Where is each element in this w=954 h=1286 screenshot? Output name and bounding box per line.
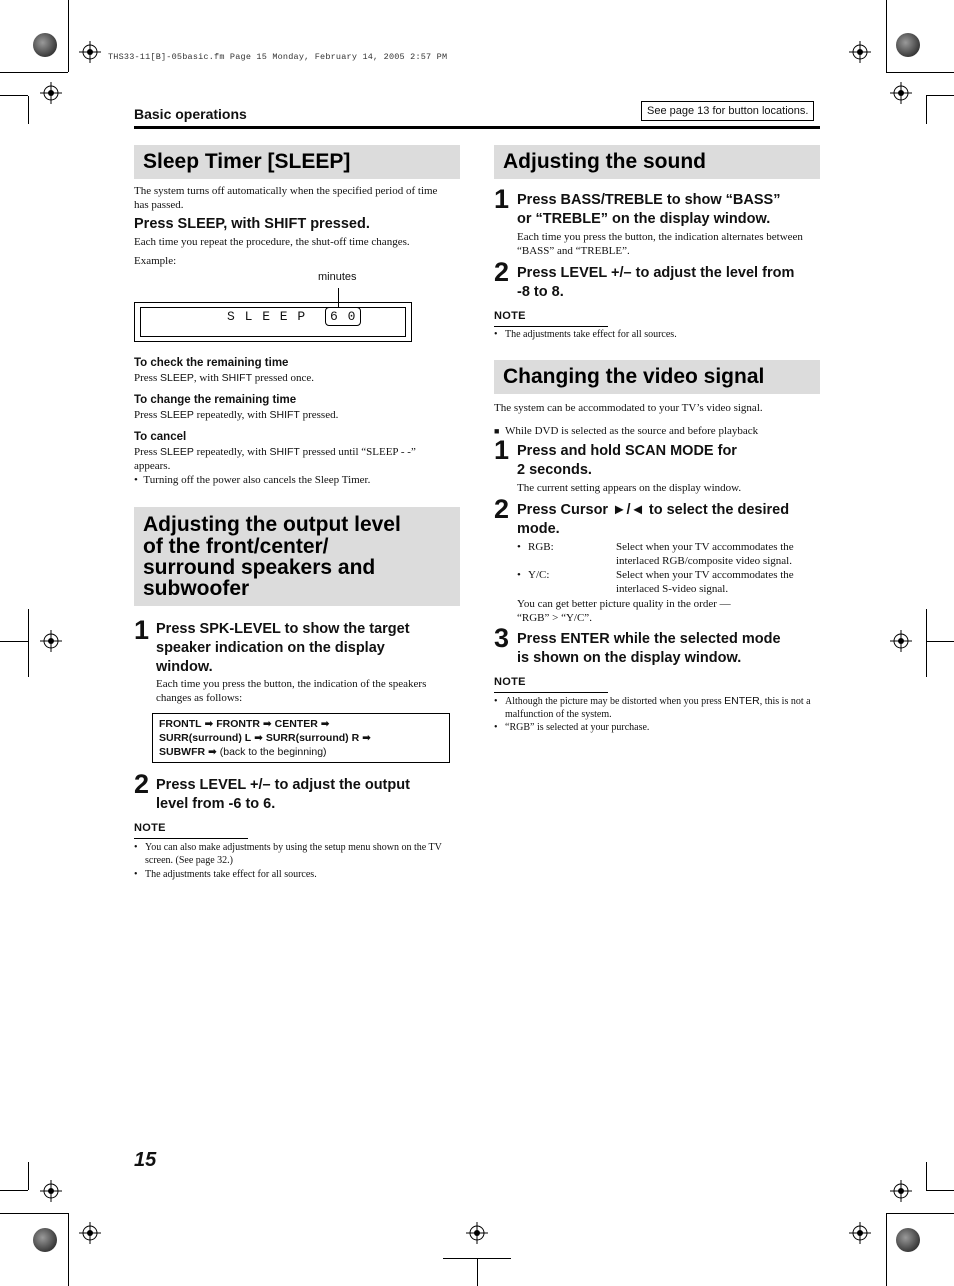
shift-key: SHIFT: [269, 409, 300, 421]
text: Press: [134, 446, 160, 458]
video-step2-line1: Press Cursor ►/◄ to select the desired: [517, 502, 790, 518]
example-label: Example:: [134, 255, 177, 267]
section-label: Basic operations: [134, 106, 247, 122]
display-value: 6 0: [325, 307, 361, 326]
option-yc-line2: interlaced S-video signal.: [616, 583, 729, 595]
seq-subwfr: SUBWFR: [159, 746, 206, 758]
check-remaining-heading: To check the remaining time: [134, 357, 289, 369]
output-note2: [134, 868, 317, 881]
crosshair-icon: [890, 82, 912, 104]
bullet: •: [517, 541, 521, 553]
video-step1-number: 1: [494, 435, 510, 465]
output-note-rule: [134, 838, 248, 839]
text: While DVD is selected as the source and before playback: [504, 425, 759, 437]
sound-step2-line1: Press LEVEL +/– to adjust the level from: [517, 265, 795, 281]
quality-line1: You can get better picture quality in the order —: [517, 598, 731, 610]
registration-ball-icon: [33, 33, 57, 57]
bullet: •: [134, 869, 138, 880]
video-step1-line1: Press and hold SCAN MODE for: [517, 443, 737, 459]
output-step1-description: Each time you press the button, the indication of the speakers changes as follows:: [156, 678, 427, 704]
sound-step1-line1: Press BASS/TREBLE to show “BASS”: [517, 192, 781, 208]
cancel-heading: To cancel: [134, 431, 187, 443]
text: The adjustments take effect for all sources.: [145, 869, 317, 880]
seq-frontr: FRONTR: [216, 718, 260, 730]
adjusting-sound-heading-band: [494, 145, 820, 179]
seq-surr-r: SURR(surround) R: [265, 732, 360, 744]
file-header: THS33-11[B]-05basic.fm Page 15 Monday, February 14, 2005 2:57 PM: [108, 52, 448, 62]
sleep-key: SLEEP: [159, 446, 194, 458]
video-step3-line1: Press ENTER while the selected mode: [517, 631, 781, 647]
change-remaining-heading: To change the remaining time: [134, 394, 297, 406]
sleep-key: SLEEP: [159, 409, 194, 421]
output-step1-line3: window.: [156, 659, 213, 675]
text: The adjustments take effect for all sources.: [505, 329, 677, 340]
video-signal-heading-band: [494, 360, 820, 394]
crosshair-icon: [849, 1222, 871, 1244]
crosshair-icon: [40, 630, 62, 652]
output-title-line4: subwoofer: [143, 577, 250, 600]
sleep-timer-title: Sleep Timer [SLEEP]: [143, 150, 351, 173]
sleep-instruction: Press SLEEP, with SHIFT pressed.: [134, 216, 370, 232]
crosshair-icon: [890, 1180, 912, 1202]
sound-step1-description: Each time you press the button, the indication alternates between “BASS” and “TREBLE”.: [517, 231, 803, 257]
sound-step1-number: 1: [494, 184, 510, 214]
video-step1-line2: 2 seconds.: [517, 462, 592, 478]
registration-ball-icon: [896, 33, 920, 57]
text: pressed once.: [252, 372, 315, 384]
text: pressed.: [299, 409, 339, 421]
arrow-icon: ➡: [262, 718, 272, 730]
square-bullet-icon: ■: [494, 426, 500, 436]
text: Press: [134, 409, 160, 421]
seq-tail: (back to the beginning): [219, 746, 327, 758]
crosshair-icon: [79, 1222, 101, 1244]
bullet: •: [494, 722, 498, 733]
enter-key: ENTER: [724, 695, 760, 707]
crosshair-icon: [40, 82, 62, 104]
seq-surr-l: SURR(surround) L: [159, 732, 252, 744]
sequence-line2: [159, 731, 443, 745]
bullet: •: [134, 474, 144, 486]
video-step1-description: The current setting appears on the display window.: [517, 482, 742, 494]
bullet: •: [517, 569, 521, 581]
video-note-rule: [494, 692, 608, 693]
registration-ball-icon: [33, 1228, 57, 1252]
crosshair-icon: [79, 41, 101, 63]
page-number: 15: [134, 1149, 157, 1171]
sound-step2-line2: -8 to 8.: [517, 284, 564, 300]
sound-step2-number: 2: [494, 257, 510, 287]
adjusting-sound-title: Adjusting the sound: [503, 150, 706, 173]
text: “RGB” is selected at your purchase.: [505, 722, 650, 733]
output-step1-line2: speaker indication on the display: [156, 640, 385, 656]
sleep-description: Each time you repeat the procedure, the shut-off time changes.: [134, 236, 410, 248]
sound-note-rule: [494, 326, 608, 327]
output-step1-line1: Press SPK-LEVEL to show the target: [156, 621, 410, 637]
output-step2-number: 2: [134, 769, 150, 799]
header-rule: [134, 126, 820, 129]
bullet: •: [134, 842, 138, 853]
arrow-icon: ➡: [208, 746, 217, 758]
video-note1: [494, 695, 820, 721]
sound-step1-line2: or “TREBLE” on the display window.: [517, 211, 771, 227]
text: You can also make adjustments by using the setup menu shown on the TV screen. (See page 32.): [145, 842, 442, 866]
crosshair-icon: [849, 41, 871, 63]
text: , with: [193, 372, 222, 384]
cancel-bullet: [134, 473, 370, 487]
bullet: •: [494, 329, 498, 340]
output-title-line1: Adjusting the output level: [143, 513, 401, 536]
sleep-intro: The system turns off automatically when the specified period of time has passed.: [134, 185, 438, 211]
text: [505, 695, 820, 721]
seq-center: CENTER: [274, 718, 318, 730]
shift-key: SHIFT: [221, 372, 252, 384]
video-step2-number: 2: [494, 494, 510, 524]
shift-key: SHIFT: [269, 446, 300, 458]
video-signal-title: Changing the video signal: [503, 365, 765, 388]
option-rgb-name: RGB:: [528, 541, 554, 553]
output-title-line3: surround speakers and: [143, 556, 376, 579]
output-step2-line2: level from -6 to 6.: [156, 796, 276, 812]
sound-note1: [494, 328, 677, 341]
cancel-text: [134, 445, 452, 473]
sequence-line1: [159, 717, 443, 731]
sleep-timer-heading-band: [134, 145, 460, 179]
video-step3-number: 3: [494, 623, 510, 653]
arrow-icon: ➡: [362, 732, 371, 744]
text: Although the picture may be distorted when you press: [505, 696, 725, 707]
video-condition: [494, 424, 758, 438]
display-window: [134, 302, 412, 342]
text: , this is not a malfunction of the system.: [505, 696, 811, 720]
minutes-label: minutes: [318, 271, 357, 283]
text: pressed until “SLEEP - -” appears.: [134, 446, 416, 472]
video-step3-line2: is shown on the display window.: [517, 650, 742, 666]
text: repeatedly, with: [193, 409, 270, 421]
registration-ball-icon: [896, 1228, 920, 1252]
output-note-heading: NOTE: [134, 822, 166, 834]
text: Turning off the power also cancels the Sleep Timer.: [143, 474, 371, 486]
video-note-heading: NOTE: [494, 676, 526, 688]
video-note2: [494, 721, 649, 734]
bullet: •: [494, 696, 498, 707]
speaker-sequence-box: [152, 713, 450, 763]
text: Press: [134, 372, 160, 384]
output-level-heading-band: [134, 507, 460, 606]
video-step2-line2: mode.: [517, 521, 560, 537]
page-reference-box: See page 13 for button locations.: [641, 101, 814, 121]
arrow-icon: ➡: [204, 718, 214, 730]
seq-frontl: FRONTL: [159, 718, 202, 730]
output-title-line2: of the front/center/: [143, 535, 329, 558]
option-yc-line1: Select when your TV accommodates the: [616, 569, 794, 581]
text: repeatedly, with: [193, 446, 270, 458]
display-text: S L E E P: [227, 309, 307, 324]
crosshair-icon: [466, 1222, 488, 1244]
option-rgb-line1: Select when your TV accommodates the: [616, 541, 794, 553]
arrow-icon: ➡: [254, 732, 263, 744]
sleep-key: SLEEP: [159, 372, 194, 384]
output-step2-line1: Press LEVEL +/– to adjust the output: [156, 777, 410, 793]
output-step1-number: 1: [134, 615, 150, 645]
sound-note-heading: NOTE: [494, 310, 526, 322]
change-remaining-text: [134, 408, 338, 422]
output-note1: [134, 841, 460, 867]
crosshair-icon: [890, 630, 912, 652]
sequence-line3: [159, 745, 443, 759]
check-remaining-text: [134, 371, 314, 385]
crosshair-icon: [40, 1180, 62, 1202]
arrow-icon: ➡: [320, 718, 330, 730]
quality-line2: “RGB” > “Y/C”.: [517, 612, 592, 624]
option-rgb-line2: interlaced RGB/composite video signal.: [616, 555, 792, 567]
option-yc-name: Y/C:: [528, 569, 550, 581]
video-intro: The system can be accommodated to your TV’s video signal.: [494, 402, 763, 414]
